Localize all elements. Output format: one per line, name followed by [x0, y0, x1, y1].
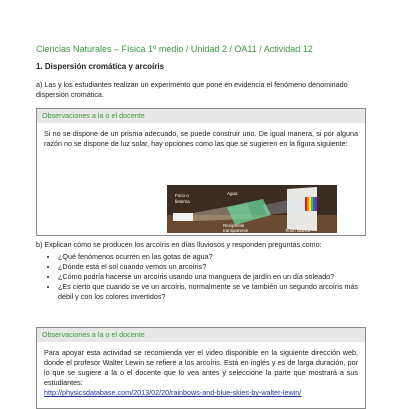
- label-agua: Agua: [227, 191, 238, 196]
- spectrum-blue: [313, 197, 315, 211]
- label-transparente: transparente: [223, 228, 249, 233]
- teacher-notes-title: Observaciones a la o el docente: [37, 328, 365, 342]
- question-block: [36, 240, 368, 302]
- spectrum-yellow: [309, 197, 311, 211]
- teacher-notes-title: Observaciones a la o el docente: [37, 109, 365, 123]
- spectrum-violet: [315, 197, 317, 211]
- question-item: • ¿Dónde está el sol cuando vemos un arcoíris?: [58, 262, 368, 272]
- teacher-notes-box-1: [36, 108, 366, 236]
- document-header: Ciencias Naturales – Física 1º medio / Unidad 2 / OA11 / Actividad 12: [36, 44, 313, 54]
- spectrum-orange: [307, 197, 309, 211]
- section-title: 1. Dispersión cromática y arcoíris: [36, 62, 165, 71]
- label-recipiente: Recipiente: [223, 223, 245, 228]
- spectrum-red: [305, 197, 307, 211]
- video-link[interactable]: http://physicsdatabase.com/2013/02/20/rainbows-and-blue-skies-by-walter-lewin/: [44, 388, 302, 397]
- label-linterna: linterna: [175, 199, 190, 204]
- question-b-intro: b) Explican cómo se producen los arcoíris en días lluviosos y responden preguntas como:: [36, 240, 322, 249]
- spectrum-green: [311, 197, 313, 211]
- flashlight: [173, 213, 193, 221]
- question-item: • ¿Qué fenómenos ocurren en las gotas de agua?: [58, 252, 368, 262]
- teacher-notes-box-2: [36, 327, 366, 409]
- prism-setup-figure: [167, 185, 337, 233]
- question-item: • ¿Es cierto que cuando se ve un arcoíris, normalmente se ve también un segundo arcoíris más débil y con los colores invertidos?: [58, 282, 368, 302]
- label-foco: Foco o: [175, 193, 189, 198]
- intro-paragraph: a) Las y los estudiantes realizan un experimento que pone en evidencia el fenómeno denominado dispersión cromática.: [36, 80, 348, 99]
- label-telon: Telón blanco: [285, 228, 311, 233]
- teacher-notes-text: Para apoyar esta actividad se recomienda ver el video disponible en la siguiente dirección web, donde el profesor Walter Lewin se refiere a los arcoíris. Está en inglés y es de larga duración, por lo que se sugiere a la o el docente que lo vea antes y seleccione la parte que mostrará a sus estudiantes:: [44, 348, 358, 387]
- teacher-notes-body: Si no se dispone de un prisma adecuado, se puede construir uno. De igual manera, si por alguna razón no se dispone de luz solar, hay opciones como las que se sugieren en la figura siguiente:: [44, 129, 358, 148]
- teacher-notes-body: [37, 342, 365, 398]
- question-item: • ¿Cómo podría hacerse un arcoíris usando una manguera de jardín en un día soleado?: [58, 272, 368, 282]
- question-list: [36, 252, 368, 302]
